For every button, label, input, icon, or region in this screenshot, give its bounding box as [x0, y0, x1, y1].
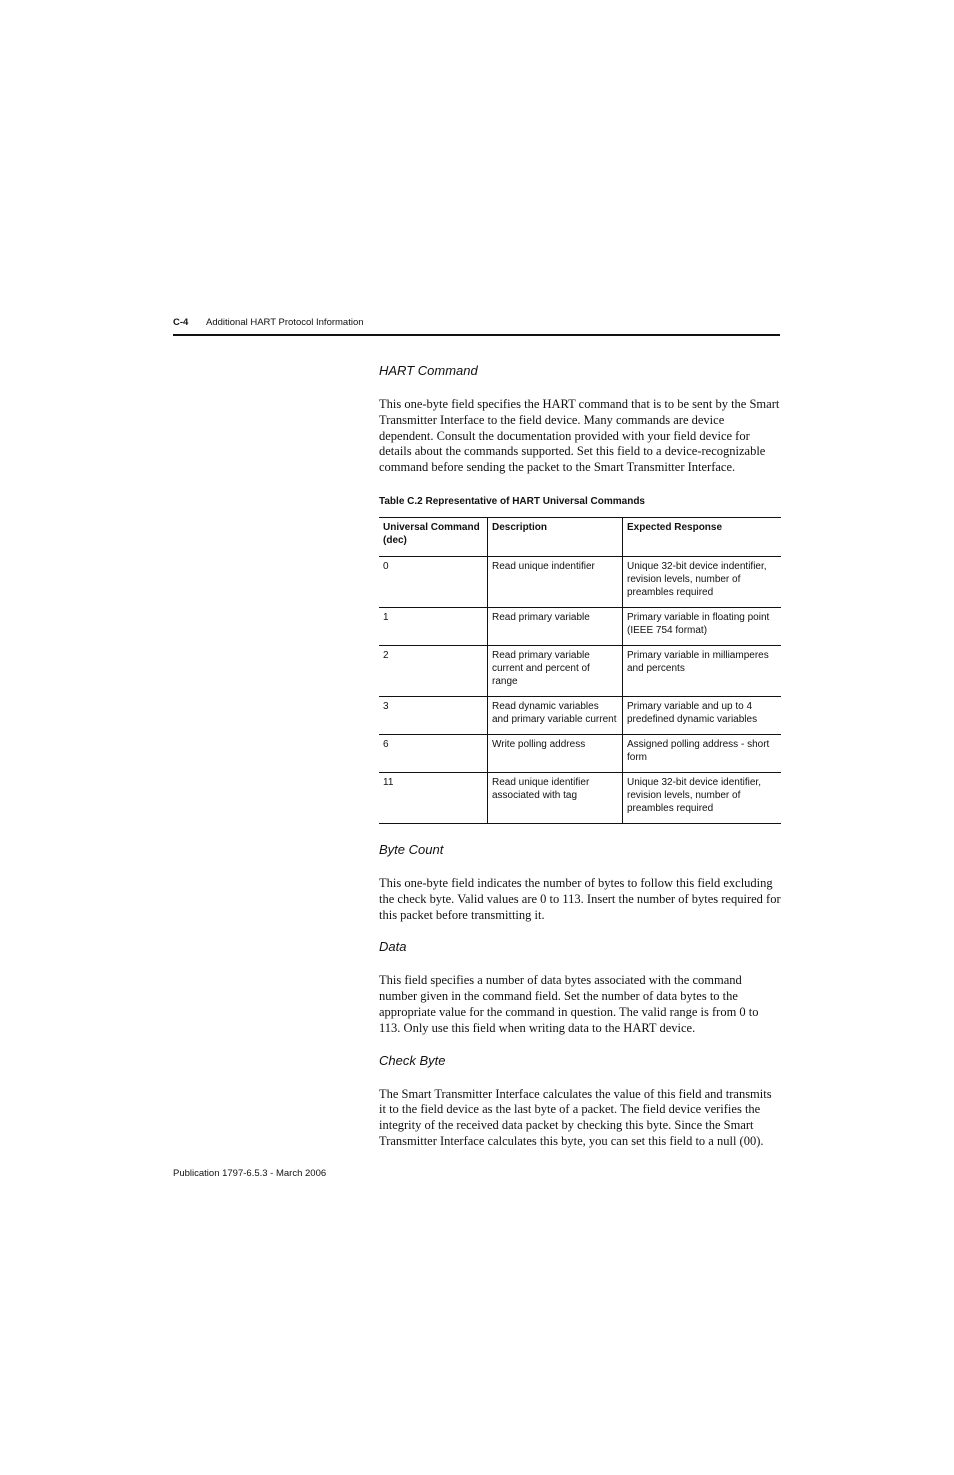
table-row [379, 772, 781, 823]
cell-description: Read primary variable [488, 607, 623, 645]
column-header-description: Description [488, 517, 623, 556]
data-text: This field specifies a number of data bytes associated with the command number given in the command field. Set the number of data bytes to the appropriate value for the command in question. The valid range is from 0 to 113. Only use this field when writing data to the HART device. [379, 973, 759, 1035]
page-number: C-4 [173, 317, 189, 328]
cell-response: Primary variable in floating point (IEEE 754 format) [623, 607, 782, 645]
column-header-command: Universal Command (dec) [379, 517, 488, 556]
cell-command: 2 [379, 645, 488, 696]
cell-response: Unique 32-bit device identifier, revision levels, number of preambles required [623, 772, 782, 823]
cell-description: Read unique identifier associated with tag [488, 772, 623, 823]
cell-description: Write polling address [488, 734, 623, 772]
byte-count-text: This one-byte field indicates the number of bytes to follow this field excluding the check byte. Valid values are 0 to 113. Insert the number of bytes required for this packet before transmitting it. [379, 875, 781, 922]
table-row [379, 696, 781, 734]
check-byte-heading: Check Byte [379, 1052, 446, 1068]
cell-command: 3 [379, 696, 488, 734]
table-caption: Table C.2 Representative of HART Universal Commands [379, 495, 645, 507]
table-row [379, 734, 781, 772]
cell-response: Primary variable in milliamperes and percents [623, 645, 782, 696]
cell-description: Read dynamic variables and primary variable current [488, 696, 623, 734]
main-content [379, 363, 781, 1166]
cell-description: Read unique indentifier [488, 556, 623, 607]
cell-description: Read primary variable current and percent of range [488, 645, 623, 696]
cell-command: 6 [379, 734, 488, 772]
page-header [173, 316, 780, 336]
table-row [379, 607, 781, 645]
table-row [379, 645, 781, 696]
cell-command: 1 [379, 607, 488, 645]
cell-response: Assigned polling address - short form [623, 734, 782, 772]
cell-command: 11 [379, 772, 488, 823]
cell-response: Unique 32-bit device indentifier, revision levels, number of preambles required [623, 556, 782, 607]
table-row [379, 556, 781, 607]
publication-footer: Publication 1797-6.5.3 - March 2006 [173, 1168, 327, 1179]
check-byte-text: The Smart Transmitter Interface calculates the value of this field and transmits it to the field device as the last byte of a packet. The field device verifies the integrity of the received data packet by checking this byte. Since the Smart Transmitter Interface calculates this byte, you can set this field to a null (00). [379, 1086, 772, 1148]
universal-commands-table [379, 517, 781, 824]
hart-command-text: This one-byte field specifies the HART command that is to be sent by the Smart Transmitter Interface to the field device. Many commands are device dependent. Consult the documentation provided with your field device for details about the commands supported. Set this field to a device-recognizable command before sending the packet to the Smart Transmitter Interface. [379, 397, 780, 475]
column-header-response: Expected Response [623, 517, 782, 556]
cell-response: Primary variable and up to 4 predefined dynamic variables [623, 696, 782, 734]
chapter-title: Additional HART Protocol Information [206, 317, 364, 328]
table-header-row [379, 517, 781, 556]
cell-command: 0 [379, 556, 488, 607]
data-heading: Data [379, 939, 407, 955]
hart-command-heading: HART Command [379, 363, 478, 378]
byte-count-heading: Byte Count [379, 841, 444, 857]
